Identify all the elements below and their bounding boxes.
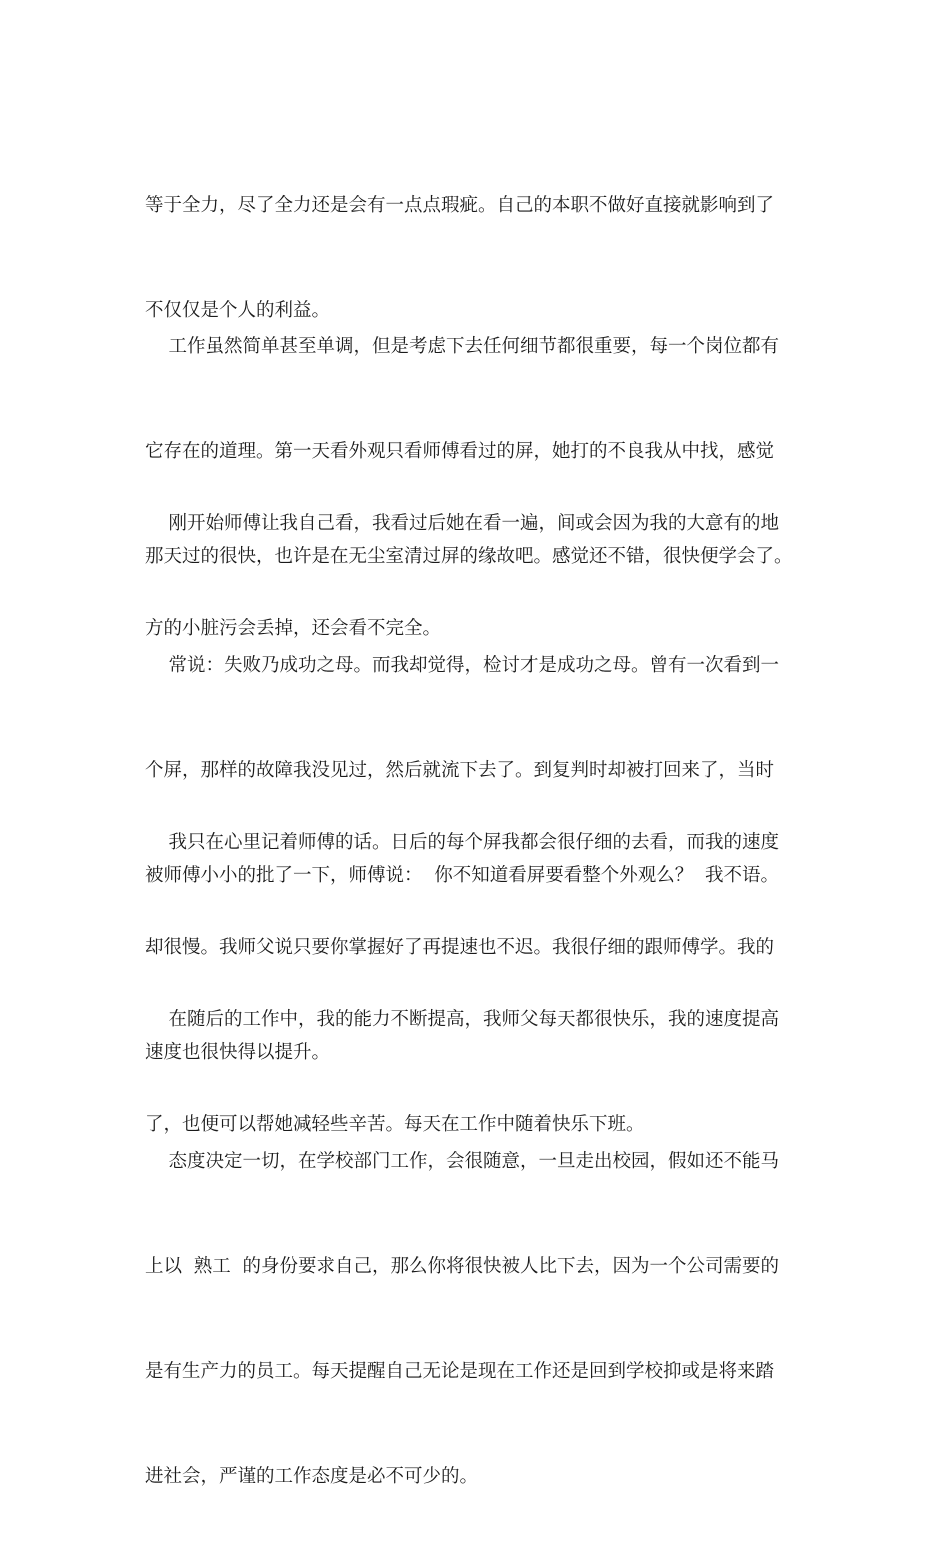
paragraph-line: 了，也便可以帮她减轻些辛苦。每天在工作中随着快乐下班。	[145, 1114, 645, 1135]
paragraph-line: 它存在的道理。第一天看外观只看师傅看过的屏，她打的不良我从中找，感觉	[145, 441, 775, 462]
paragraph-line: 是有生产力的员工。每天提醒自己无论是现在工作还是回到学校抑或是将来踏	[145, 1361, 775, 1382]
paragraph-line: 工作虽然简单甚至单调，但是考虑下去任何细节都很重要，每一个岗位都有	[145, 336, 780, 357]
paragraph-line: 方的小脏污会丢掉，还会看不完全。	[145, 618, 442, 639]
paragraph-line: 不仅仅是个人的利益。	[145, 300, 331, 321]
paragraph-line: 进社会，严谨的工作态度是必不可少的。	[145, 1466, 479, 1487]
paragraph-7	[145, 1074, 815, 1564]
paragraph-line: 被师傅小小的批了一下，师傅说： 你不知道看屏要看整个外观么？ 我不语。	[145, 865, 780, 886]
paragraph-line: 等于全力，尽了全力还是会有一点点瑕疵。自己的本职不做好直接就影响到了	[145, 195, 775, 216]
paragraph-line: 常说：失败乃成功之母。而我却觉得，检讨才是成功之母。曾有一次看到一	[145, 655, 780, 676]
paragraph-line: 却很慢。我师父说只要你掌握好了再提速也不迟。我很仔细的跟师傅学。我的	[145, 937, 775, 958]
paragraph-line: 在随后的工作中，我的能力不断提高，我师父每天都很快乐，我的速度提高	[145, 1009, 780, 1030]
paragraph-line: 个屏，那样的故障我没见过，然后就流下去了。到复判时却被打回来了，当时	[145, 760, 775, 781]
paragraph-line: 我只在心里记着师傅的话。日后的每个屏我都会很仔细的去看，而我的速度	[145, 832, 780, 853]
paragraph-line: 那天过的很快，也许是在无尘室清过屏的缘故吧。感觉还不错，很快便学会了。	[145, 546, 793, 567]
paragraph-line: 刚开始师傅让我自己看，我看过后她在看一遍，间或会因为我的大意有的地	[145, 513, 780, 534]
paragraph-line: 态度决定一切，在学校部门工作，会很随意，一旦走出校园，假如还不能马	[145, 1151, 780, 1172]
paragraph-line: 速度也很快得以提升。	[145, 1042, 331, 1063]
paragraph-line: 上以 熟工 的身份要求自己，那么你将很快被人比下去，因为一个公司需要的	[145, 1256, 780, 1277]
